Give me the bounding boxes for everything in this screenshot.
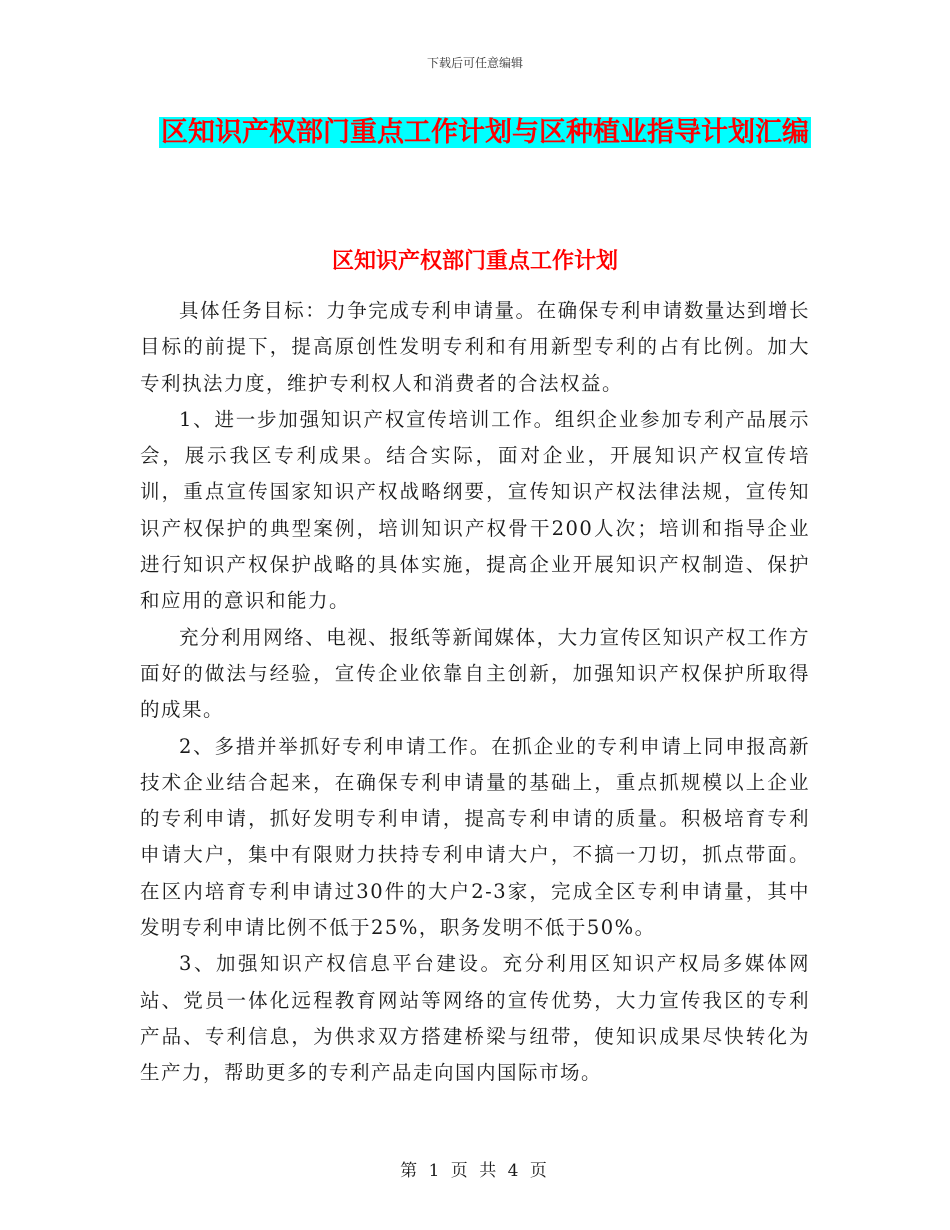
document-body [140, 293, 810, 1092]
paragraph: 充分利用网络、电视、报纸等新闻媒体，大力宣传区知识产权工作方面好的做法与经验，宣传企业依靠自主创新，加强知识产权保护所取得的成果。 [140, 625, 810, 722]
document-title-text: 区知识产权部门重点工作计划与区种植业指导计划汇编 [161, 117, 809, 148]
page-number: 第 1 页 共 4 页 [400, 1161, 550, 1181]
paragraph: 3、加强知识产权信息平台建设。充分利用区知识产权局多媒体网站、党员一体化远程教育网站等网络的宣传优势，大力宣传我区的专利产品、专利信息，为供求双方搭建桥梁与纽带，使知识成果尽快转化为生产力，帮助更多的专利产品走向国内国际市场。 [140, 952, 810, 1085]
paragraph: 2、多措并举抓好专利申请工作。在抓企业的专利申请上同申报高新技术企业结合起来，在确保专利申请量的基础上，重点抓规模以上企业的专利申请，抓好发明专利申请，提高专利申请的质量。积极培育专利申请大户，集中有限财力扶持专利申请大户，不搞一刀切，抓点带面。在区内培育专利申请过30件的大户2-3家，完成全区专利申请量，其中发明专利申请比例不低于25%，职务发明不低于50%。 [140, 734, 810, 940]
document-title [140, 108, 830, 158]
paragraph: 具体任务目标：力争完成专利申请量。在确保专利申请数量达到增长目标的前提下，提高原创性发明专利和有用新型专利的占有比例。加大专利执法力度，维护专利权人和消费者的合法权益。 [140, 299, 810, 395]
section-title: 区知识产权部门重点工作计划 [331, 249, 618, 274]
paragraph: 1、进一步加强知识产权宣传培训工作。组织企业参加专利产品展示会，展示我区专利成果。结合实际，面对企业，开展知识产权宣传培训，重点宣传国家知识产权战略纲要，宣传知识产权法律法规，宣传知识产权保护的典型案例，培训知识产权骨干200人次；培训和指导企业进行知识产权保护战略的具体实施，提高企业开展知识产权制造、保护和应用的意识和能力。 [140, 407, 810, 613]
header-note: 下载后可任意编辑 [426, 56, 523, 70]
